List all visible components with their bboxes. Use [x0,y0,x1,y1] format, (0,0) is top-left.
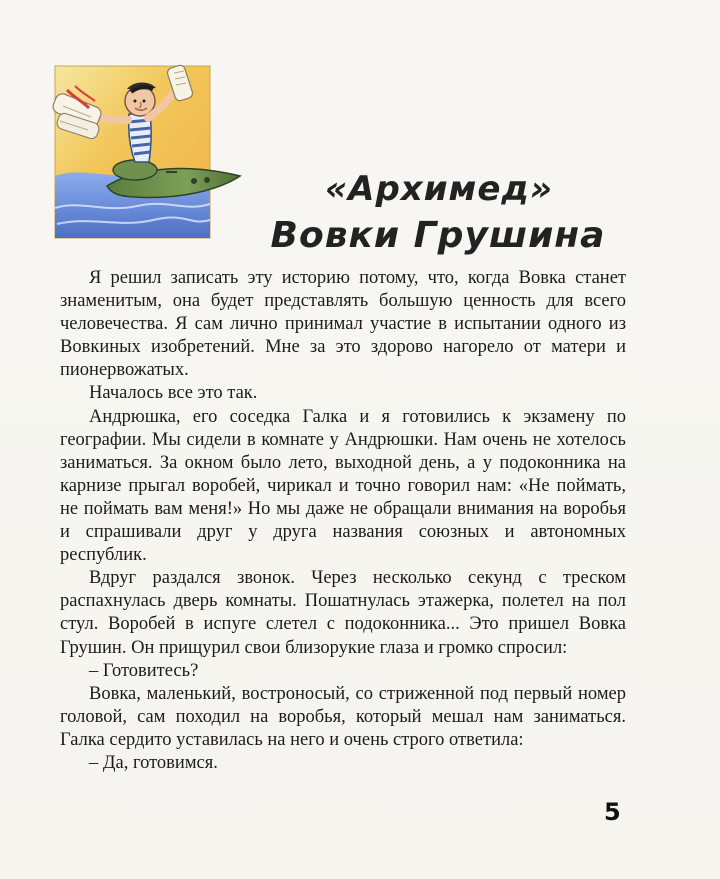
chapter-title-line-2: Вовки Грушина [270,215,606,256]
chapter-title-line-1: «Архимед» [325,169,553,209]
dialogue-line: – Готовитесь? [89,660,199,681]
page-number: 5 [604,798,621,826]
chapter-title [258,169,618,256]
story-paragraph: Вовка, маленький, востроносый, со стриженной под первый номер головой, сам походил на воробья, который мешал нам заниматься. Галка сердито уставилась на него и очень строго ответила: [60,683,626,750]
story-text [60,267,626,775]
story-paragraph: Началось все это так. [89,383,258,404]
story-paragraph: Вдруг раздался звонок. Через несколько секунд с треском распахнулась дверь комнаты. Пошатнулась этажерка, полетел на пол стул. Воробей в испуге слетел с подоконника... Это пришел Вовка Грушин. Он прищурил свои близорукие глаза и громко спросил: [60,568,626,658]
illustration-artwork [45,58,250,248]
story-paragraph: Я решил записать эту историю потому, что, когда Вовка станет знаменитым, она будет представлять большую ценность для всего человечества. Я сам лично принимал участие в испытании одного из Вовкиных изобретений. Мне за это здорово нагорело от матери и пионервожатых. [60,268,626,381]
boy-in-submarine-illustration [45,58,250,248]
dialogue-line: – Да, готовимся. [89,752,218,773]
story-paragraph: Андрюшка, его соседка Галка и я готовились к экзамену по географии. Мы сидели в комнате у Андрюшки. Нам очень не хотелось заниматься. За окном было лето, выходной день, а у подоконника на карнизе прыгал воробей, чирикал и точно говорил нам: «Не поймать, не поймать вам меня!» Но мы даже не обращали внимания на воробья и спрашивали друг у друга названия союзных и автономных республик. [60,406,626,566]
